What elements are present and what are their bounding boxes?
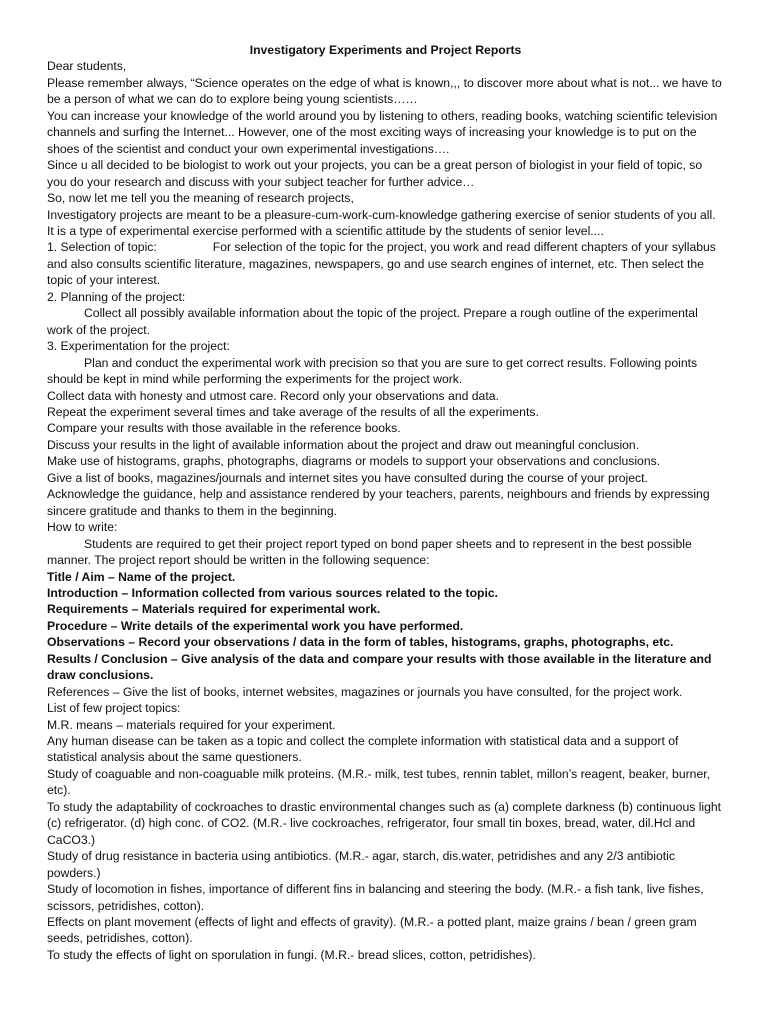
step-3-body: Plan and conduct the experimental work with precision so that you are sure to get correct results. Following points should be kept in mind while performing the experiments for the project work. [47, 355, 698, 387]
step-1-body: For selection of the topic for the project, you work and read different chapters of your syllabus and also consults scientific literature, magazines, newspapers, go and use search engines of internet, etc. Then select the topic of your interest. [47, 240, 716, 288]
list-item: Give a list of books, magazines/journals and internet sites you have consulted during the course of your project. [47, 470, 648, 485]
topics-heading: List of few project topics: [47, 701, 181, 716]
list-item: Collect data with honesty and utmost care. Record only your observations and data. [47, 388, 499, 403]
report-section: Introduction – Information collected from various sources related to the topic. [47, 585, 499, 600]
intro-paragraph-2: You can increase your knowledge of the world around you by listening to others, reading books, watching scientific television channels and surfing the Internet... However, one of the most exciting ways of increasing your knowledge is to put on the shoes of the scientist and conduct your own experimental investigations…. [47, 108, 718, 156]
report-section: Observations – Record your observations / data in the form of tables, histograms, graphs, photographs, etc. [47, 635, 674, 650]
list-item: Acknowledge the guidance, help and assistance rendered by your teachers, parents, neighbours and friends by expressing sincere gratitude and thanks to them in the beginning. [47, 487, 710, 518]
report-section: Title / Aim – Name of the project. [47, 569, 236, 584]
list-item: Make use of histograms, graphs, photographs, diagrams or models to support your observations and conclusions. [47, 454, 661, 469]
references-section: References – Give the list of books, internet websites, magazines or journals you have consulted, for the project work. [47, 684, 683, 699]
mr-note: M.R. means – materials required for your experiment. [47, 717, 336, 732]
list-item: To study the adaptability of cockroaches to drastic environmental changes such as (a) complete darkness (b) continuous light (c) refrigerator. (d) high conc. of CO2. (M.R.- live cockroaches, refrigerator, four small tin boxes, bread, water, dil.Hcl and CaCO3.) [47, 799, 722, 847]
intro-paragraph-4: So, now let me tell you the meaning of research projects, [47, 191, 354, 206]
list-item: Study of drug resistance in bacteria using antibiotics. (M.R.- agar, starch, dis.water, petridishes and any 2/3 antibiotic powders.) [47, 849, 675, 880]
intro-paragraph-3: Since u all decided to be biologist to work out your projects, you can be a great person of biologist in your field of topic, so you do your research and discuss with your subject teacher for further advice… [47, 158, 703, 189]
list-item: Study of locomotion in fishes, importance of different fins in balancing and steering the body. (M.R.- a fish tank, live fishes, scissors, petridishes, cotton). [47, 882, 704, 913]
report-section: Procedure – Write details of the experimental work you have performed. [47, 618, 464, 633]
step-1 [47, 239, 724, 288]
how-to-write-body: Students are required to get their project report typed on bond paper sheets and to represent in the best possible manner. The project report should be written in the following sequence: [47, 536, 692, 568]
step-3-heading: 3. Experimentation for the project: [47, 339, 230, 354]
list-item: Repeat the experiment several times and take average of the results of all the experiments. [47, 404, 539, 419]
report-section: Results / Conclusion – Give analysis of the data and compare your results with those available in the literature and draw conclusions. [47, 651, 712, 683]
greeting: Dear students, [47, 59, 127, 74]
step-2-heading: 2. Planning of the project: [47, 289, 186, 304]
list-item: To study the effects of light on sporulation in fungi. (M.R.- bread slices, cotton, petridishes). [47, 947, 536, 962]
intro-paragraph-1: Please remember always, “Science operates on the edge of what is known,,, to discover more about what is not... we have to be a person of what we can do to explore being young scientists…… [47, 75, 722, 107]
list-item: Effects on plant movement (effects of light and effects of gravity). (M.R.- a potted plant, maize grains / bean / green gram seeds, petridishes, cotton). [47, 915, 697, 946]
how-to-write-heading: How to write: [47, 520, 118, 535]
list-item: Any human disease can be taken as a topic and collect the complete information with statistical data and a support of statistical analysis about the same questioners. [47, 734, 679, 765]
report-section: Requirements – Materials required for experimental work. [47, 602, 381, 617]
intro-paragraph-5: Investigatory projects are meant to be a pleasure-cum-work-cum-knowledge gathering exercise of senior students of you all. It is a type of experimental exercise performed with a scientific attitude by the students of senior level.... [47, 207, 716, 238]
list-item: Discuss your results in the light of available information about the project and draw out meaningful conclusion. [47, 437, 640, 452]
list-item: Study of coaguable and non-coaguable milk proteins. (M.R.- milk, test tubes, rennin tablet, millon’s reagent, beaker, burner, etc). [47, 766, 711, 798]
step-1-heading: 1. Selection of topic: [47, 240, 157, 255]
list-item: Compare your results with those available in the reference books. [47, 421, 401, 436]
step-2-body: Collect all possibly available information about the topic of the project. Prepare a rough outline of the experimental work of the project. [47, 306, 698, 337]
document-title: Investigatory Experiments and Project Reports [249, 43, 522, 57]
